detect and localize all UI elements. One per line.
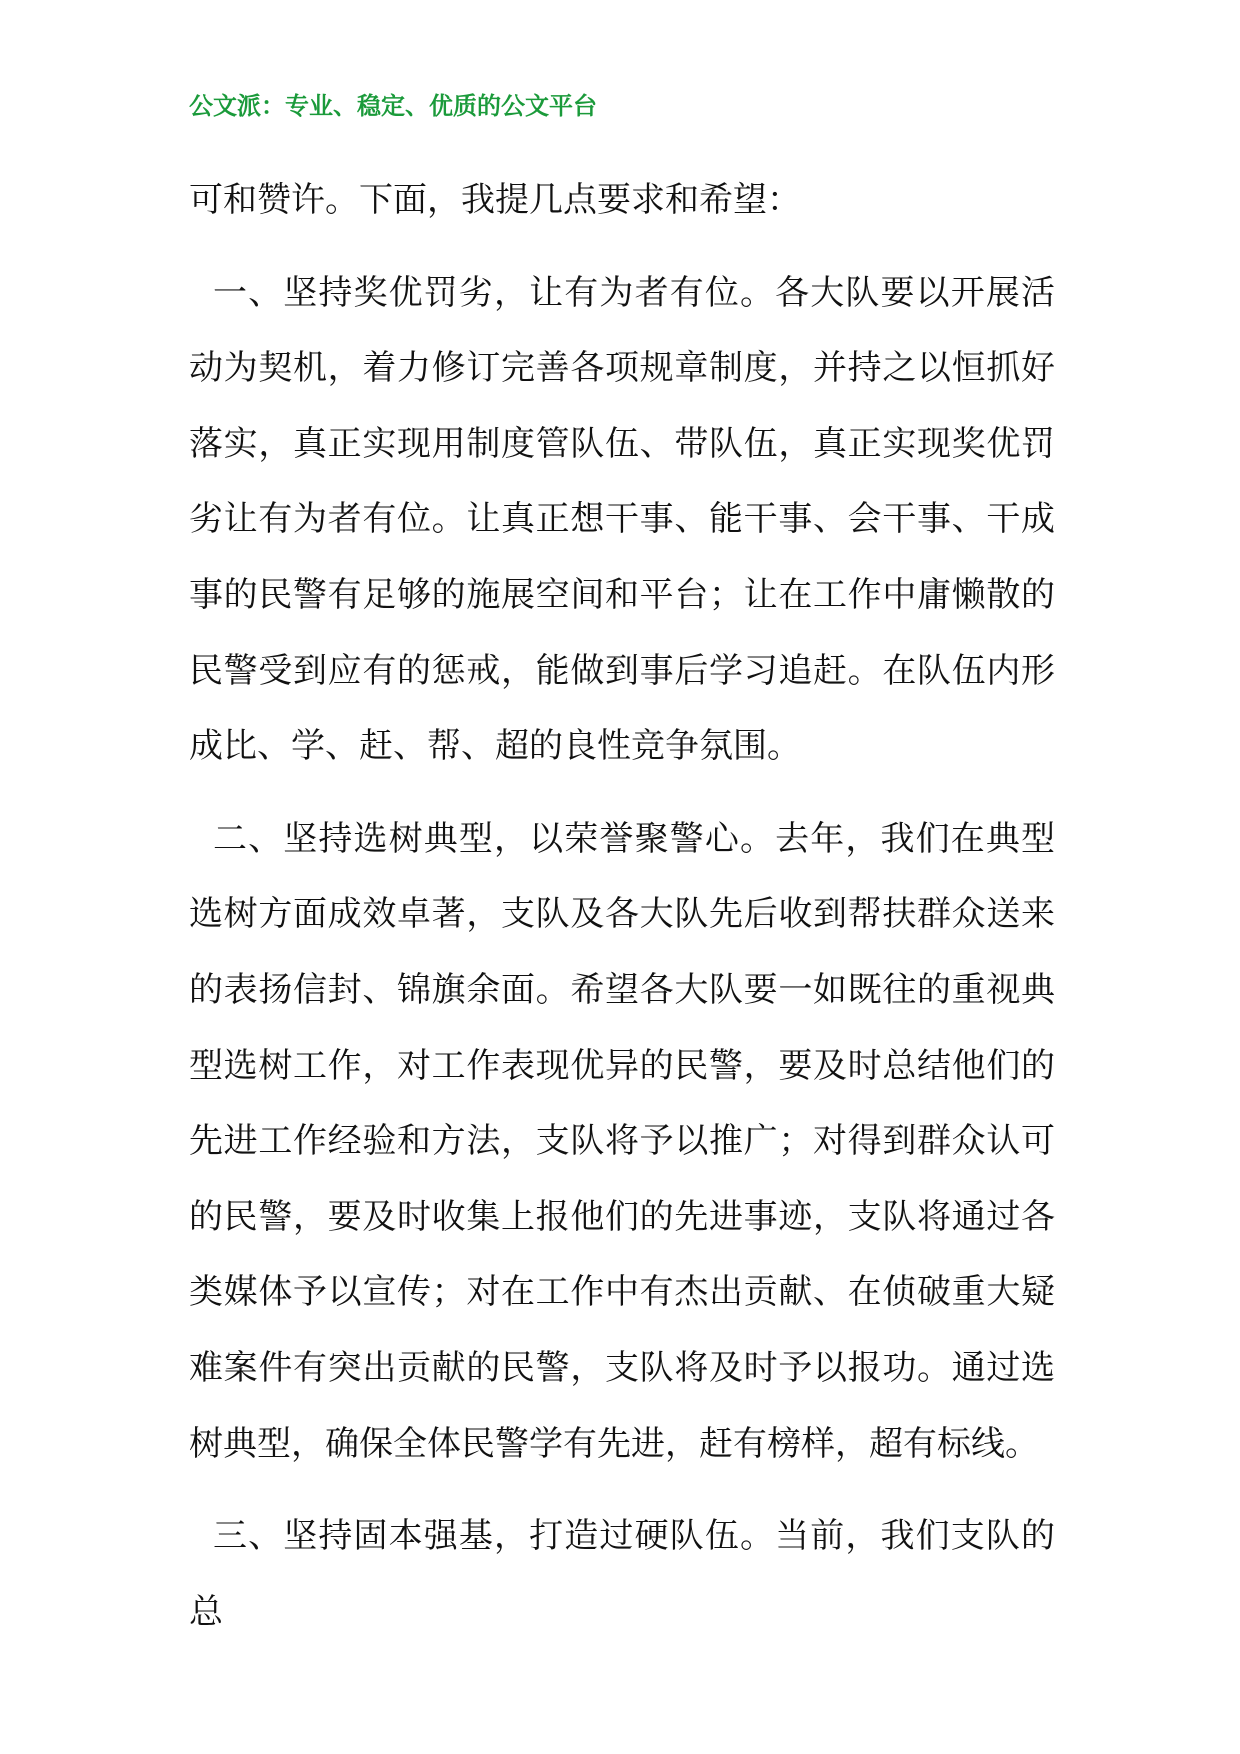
paragraph-section-3: 三、坚持固本强基，打造过硬队伍。当前，我们支队的总 [189,1516,1055,1632]
paragraph-section-2: 二、坚持选树典型，以荣誉聚警心。去年，我们在典型选树方面成效卓著，支队及各大队先后收到帮扶群众送来的表扬信封、锦旗余面。希望各大队要一如既往的重视典型选树工作，对工作表现优异的民警，要及时总结他们的先进工作经验和方法，支队将予以推广；对得到群众认可的民警，要及时收集上报他们的先进事迹，支队将通过各类媒体予以宣传；对在工作中有杰出贡献、在侦破重大疑难案件有突出贡献的民警，支队将及时予以报功。通过选树典型，确保全体民警学有先进，赶有榜样，超有标线。 [189,818,1055,1464]
paragraph-section-1: 一、坚持奖优罚劣，让有为者有位。各大队要以开展活动为契机，着力修订完善各项规章制度，并持之以恒抓好落实，真正实现用制度管队伍、带队伍，真正实现奖优罚劣让有为者有位。让真正想干事、能干事、会干事、干成事的民警有足够的施展空间和平台；让在工作中庸懒散的民警受到应有的惩戒，能做到事后学习追赶。在队伍内形成比、学、赶、帮、超的良性竞争氛围。 [189,272,1055,767]
page-header: 公文派：专业、稳定、优质的公文平台 [189,91,597,120]
paragraph-intro: 可和赞许。下面，我提几点要求和希望： [189,180,801,220]
document-body [189,163,1055,1650]
